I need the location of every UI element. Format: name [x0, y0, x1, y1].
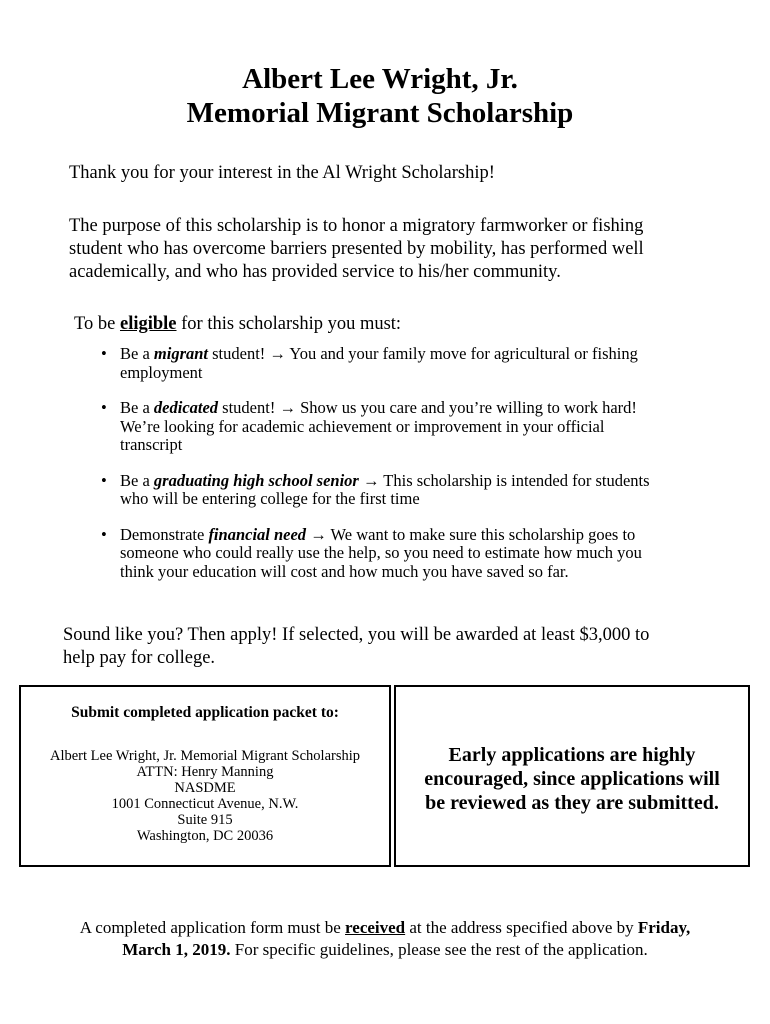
- requirements-list: [101, 345, 701, 598]
- requirement-term: financial need: [208, 524, 307, 544]
- thanks-paragraph: Thank you for your interest in the Al Wright Scholarship!: [69, 163, 495, 183]
- deadline-date-part-2: March 1, 2019.: [122, 940, 231, 959]
- requirement-text: student! → Show us you care and you’re willing to work hard!: [222, 398, 637, 417]
- sound-line-2: help pay for college.: [63, 648, 216, 668]
- early-line-1: Early applications are highly: [448, 744, 696, 766]
- bullet-icon: •: [101, 470, 107, 490]
- submit-heading: Submit completed application packet to:: [71, 704, 339, 721]
- requirement-text-line-2: who will be entering college for the first time: [120, 489, 420, 508]
- title-line-1: Albert Lee Wright, Jr.: [242, 63, 518, 95]
- eligibility-intro: [74, 313, 714, 336]
- address-line: NASDME: [174, 780, 236, 796]
- list-item: [101, 345, 701, 382]
- address-line: Albert Lee Wright, Jr. Memorial Migrant Scholarship: [49, 748, 361, 764]
- eligibility-suffix: for this scholarship you must:: [181, 314, 402, 334]
- bullet-icon: •: [101, 524, 107, 544]
- purpose-paragraph: [69, 215, 709, 284]
- requirement-text: → We want to make sure this scholarship goes to: [310, 524, 636, 544]
- purpose-line-1: The purpose of this scholarship is to honor a migratory farmworker or fishing: [69, 216, 644, 236]
- requirement-text-line-3: transcript: [120, 435, 183, 454]
- eligibility-prefix: To be: [74, 314, 116, 334]
- requirement-term: graduating high school senior: [153, 470, 359, 490]
- requirement-text-line-2: someone who could really use the help, so you need to estimate how much you: [120, 543, 642, 562]
- sound-line-1: Sound like you? Then apply! If selected, you will be awarded at least $3,000 to: [63, 625, 650, 645]
- eligibility-keyword: eligible: [119, 314, 177, 334]
- sound-like-you-paragraph: [63, 624, 703, 670]
- list-item: [101, 526, 701, 582]
- requirement-term: migrant: [153, 344, 209, 363]
- list-item: [101, 399, 701, 455]
- purpose-line-3: academically, and who has provided service to his/her community.: [69, 262, 561, 282]
- deadline-date-part-1: Friday,: [637, 918, 691, 937]
- early-line-3: be reviewed as they are submitted.: [425, 792, 719, 814]
- requirement-term: dedicated: [153, 398, 219, 417]
- requirement-text: → This scholarship is intended for students: [362, 470, 650, 490]
- submit-address-box: [19, 685, 391, 867]
- requirement-lead: Be a: [120, 470, 150, 490]
- bullet-icon: •: [101, 344, 107, 363]
- requirement-text: student! → You and your family move for agricultural or fishing: [212, 344, 638, 363]
- footer-text: A completed application form must be: [79, 918, 341, 937]
- bullet-icon: •: [101, 398, 107, 417]
- footer-received: received: [345, 918, 406, 937]
- early-line-2: encouraged, since applications will: [424, 768, 720, 790]
- early-application-box: [394, 685, 750, 867]
- list-item: [101, 472, 701, 509]
- requirement-lead: Demonstrate: [120, 524, 205, 544]
- early-application-message: [396, 743, 748, 815]
- purpose-line-2: student who has overcome barriers presented by mobility, has performed well: [69, 239, 644, 259]
- address-line: Washington, DC 20036: [136, 828, 274, 844]
- address-line: ATTN: Henry Manning: [136, 764, 274, 780]
- footer-text: at the address specified above by: [409, 918, 634, 937]
- deadline-notice: [0, 917, 770, 961]
- mailing-address: [21, 748, 389, 844]
- address-line: Suite 915: [177, 812, 233, 828]
- requirement-lead: Be a: [120, 344, 150, 363]
- requirement-text-line-2: employment: [120, 362, 203, 382]
- footer-text: For specific guidelines, please see the rest of the application.: [234, 940, 648, 959]
- page-title: [0, 62, 760, 130]
- requirement-text-line-3: think your education will cost and how much you have saved so far.: [120, 561, 569, 581]
- requirement-text-line-2: We’re looking for academic achievement or improvement in your official: [120, 416, 605, 436]
- title-line-2: Memorial Migrant Scholarship: [186, 97, 574, 129]
- address-line: 1001 Connecticut Avenue, N.W.: [111, 796, 299, 812]
- requirement-lead: Be a: [120, 398, 150, 417]
